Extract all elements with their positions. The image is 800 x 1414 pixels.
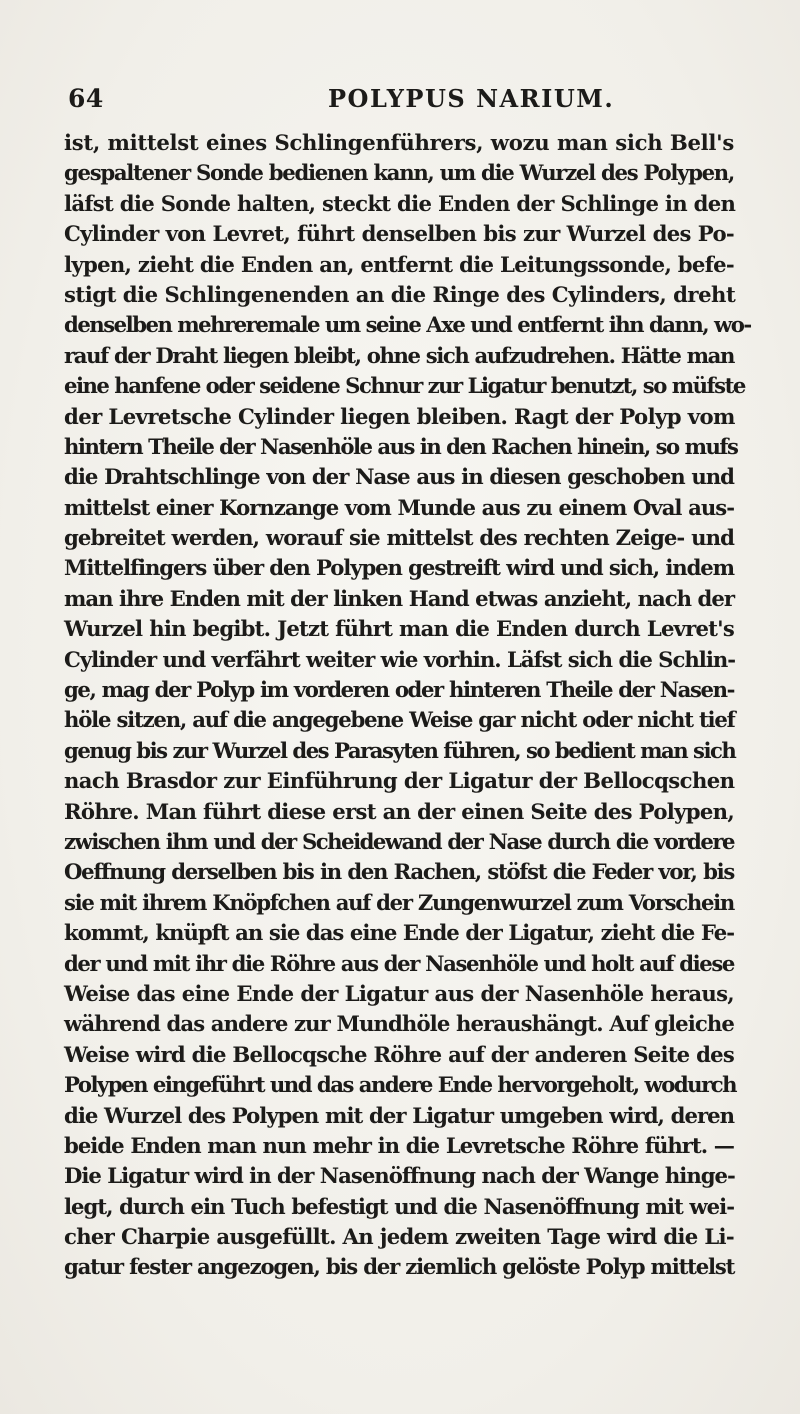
text-line: Röhre. Man führt diese erst an der einen Seite des Polypen, bbox=[64, 798, 734, 824]
text-line: ist, mittelst eines Schlingenführers, wozu man sich Bell's bbox=[64, 130, 734, 155]
text-line: Polypen eingeführt und das andere Ende hervorgeholt, wodurch bbox=[64, 1072, 737, 1098]
text-line: nach Brasdor zur Einführung der Ligatur der Bellocqschen bbox=[64, 768, 735, 794]
text-line: der und mit ihr die Röhre aus der Nasenhöle und holt auf diese bbox=[64, 950, 734, 976]
text-line: stigt die Schlingenenden an die Ringe des Cylinders, dreht bbox=[64, 281, 736, 307]
text-line: Weise wird die Bellocqsche Röhre auf der anderen Seite des bbox=[64, 1041, 734, 1067]
text-line: man ihre Enden mit der linken Hand etwas anzieht, nach der bbox=[64, 585, 734, 611]
text-line: genug bis zur Wurzel des Parasyten führen, so bedient man sich bbox=[64, 737, 736, 763]
text-line: die Wurzel des Polypen mit der Ligatur umgeben wird, deren bbox=[64, 1102, 734, 1128]
page-number: 64 bbox=[68, 84, 104, 113]
text-line: Die Ligatur wird in der Nasenöffnung nach der Wange hinge- bbox=[64, 1163, 735, 1189]
body-text bbox=[64, 128, 751, 1283]
text-line: gatur fester angezogen, bis der ziemlich gelöste Polyp mittelst bbox=[64, 1254, 735, 1280]
text-line: lypen, zieht die Enden an, entfernt die Leitungssonde, befe- bbox=[64, 251, 734, 277]
text-line: Mittelfingers über den Polypen gestreift wird und sich, indem bbox=[64, 555, 734, 581]
text-line: denselben mehreremale um seine Axe und entfernt ihn dann, wo- bbox=[64, 312, 751, 338]
text-line: Cylinder und verfährt weiter wie vorhin. Läfst sich die Schlin- bbox=[64, 646, 736, 672]
text-line: gespaltener Sonde bedienen kann, um die Wurzel des Polypen, bbox=[64, 160, 734, 186]
text-line: rauf der Draht liegen bleibt, ohne sich aufzudrehen. Hätte man bbox=[64, 342, 734, 368]
text-line: höle sitzen, auf die angegebene Weise gar nicht oder nicht tief bbox=[64, 707, 735, 733]
running-head: POLYPUS NARIUM. bbox=[328, 84, 615, 113]
text-line: cher Charpie ausgefüllt. An jedem zweiten Tage wird die Li- bbox=[64, 1224, 734, 1250]
text-line: läfst die Sonde halten, steckt die Enden der Schlinge in den bbox=[64, 190, 736, 216]
text-line: gebreitet werden, worauf sie mittelst des rechten Zeige- und bbox=[64, 525, 734, 551]
text-line: ge, mag der Polyp im vorderen oder hinteren Theile der Nasen- bbox=[64, 677, 734, 703]
text-line: legt, durch ein Tuch befestigt und die Nasenöffnung mit wei- bbox=[64, 1193, 734, 1219]
text-line: eine hanfene oder seidene Schnur zur Ligatur benutzt, so müfste bbox=[64, 373, 745, 399]
text-line: Wurzel hin begibt. Jetzt führt man die Enden durch Levret's bbox=[64, 616, 734, 642]
text-line: Oeffnung derselben bis in den Rachen, stöfst die Feder vor, bis bbox=[64, 859, 734, 885]
text-line: die Drahtschlinge von der Nase aus in diesen geschoben und bbox=[64, 464, 734, 490]
text-line: beide Enden man nun mehr in die Levretsche Röhre führt. — bbox=[64, 1132, 734, 1158]
text-line: hintern Theile der Nasenhöle aus in den Rachen hinein, so mufs bbox=[64, 433, 738, 459]
text-line: sie mit ihrem Knöpfchen auf der Zungenwurzel zum Vorschein bbox=[64, 889, 734, 915]
text-line: Weise das eine Ende der Ligatur aus der Nasenhöle heraus, bbox=[64, 980, 734, 1006]
text-line: kommt, knüpft an sie das eine Ende der Ligatur, zieht die Fe- bbox=[64, 920, 734, 946]
text-line: während das andere zur Mundhöle heraushängt. Auf gleiche bbox=[64, 1011, 734, 1037]
text-line: Cylinder von Levret, führt denselben bis zur Wurzel des Po- bbox=[64, 221, 734, 247]
page-header bbox=[68, 84, 734, 118]
text-line: der Levretsche Cylinder liegen bleiben. Ragt der Polyp vom bbox=[64, 403, 735, 429]
text-line: zwischen ihm und der Scheidewand der Nase durch die vordere bbox=[64, 828, 734, 854]
text-line: mittelst einer Kornzange vom Munde aus zu einem Oval aus- bbox=[64, 494, 734, 520]
